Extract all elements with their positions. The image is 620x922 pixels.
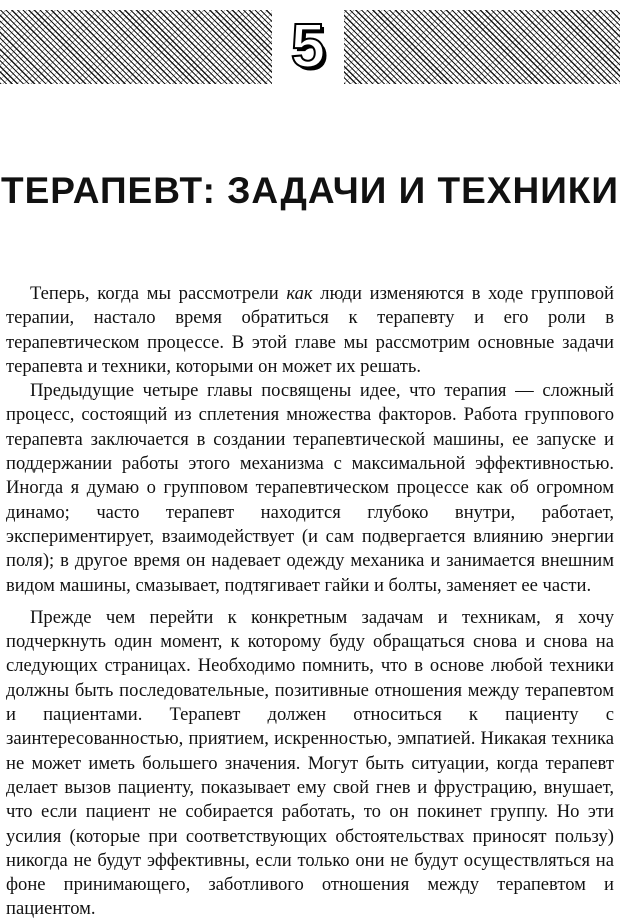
paragraph-1-end: люди изменяются в ходе групповой терапии, настало время обратиться к терапевту и его роли в терапевтическом процессе. В этой главе мы рассмотрим основные задачи терапевта и техники, которыми он может их решать. — [6, 283, 614, 377]
paragraph-2: Предыдущие четыре главы посвящены идее, что терапия — сложный процесс, состоящий из сплетения множества факторов. Работа группового терапевта заключается в создании терапевтической машины, ее запуске и поддержании работы этого механизма с максимальной эффективностью. Иногда я думаю о групповом терапевтическом процессе как об огромном динамо; часто терапевт находится глубоко внутри, работает, экспериментирует, взаимодействует (и сам подвергается влиянию энергии поля); в другое время он надевает одежду механика и занимается внешним видом машины, смазывает, подтягивает гайки и болты, заменяет ее части. — [6, 380, 614, 596]
chapter-number: 5 — [290, 12, 326, 81]
paragraph-1 — [6, 282, 614, 379]
hatched-decoration-left — [0, 10, 272, 84]
paragraph-1-start: Теперь, когда мы рассмотрели — [30, 283, 287, 304]
paragraph-3: Прежде чем перейти к конкретным задачам и техникам, я хочу подчеркнуть один момент, к которому буду обращаться снова и снова на следующих страницах. Необходимо помнить, что в основе любой техники должны быть последовательные, позитивные отношения между терапевтом и пациентами. Терапевт должен относиться к пациенту с заинтересованностью, приятием, искренностью, эмпатией. Никакая техника не может иметь большего значения. Могут быть ситуации, когда терапевт делает вызов пациенту, показывает ему свой гнев и фрустрацию, внушает, что если пациент не собирается работать, то он покинет группу. Но эти усилия (которые при соответствующих обстоятельствах приносят пользу) никогда не будут эффективны, если только они не будут осуществляться на фоне принимающего, заботливого отношения между терапевтом и пациентом. — [6, 606, 614, 920]
chapter-title: ТЕРАПЕВТ: ЗАДАЧИ И ТЕХНИКИ — [1, 170, 619, 211]
body-text — [6, 282, 614, 922]
emphasis-word: как — [286, 283, 313, 304]
hatched-decoration-right — [344, 10, 620, 84]
chapter-banner — [0, 10, 620, 84]
